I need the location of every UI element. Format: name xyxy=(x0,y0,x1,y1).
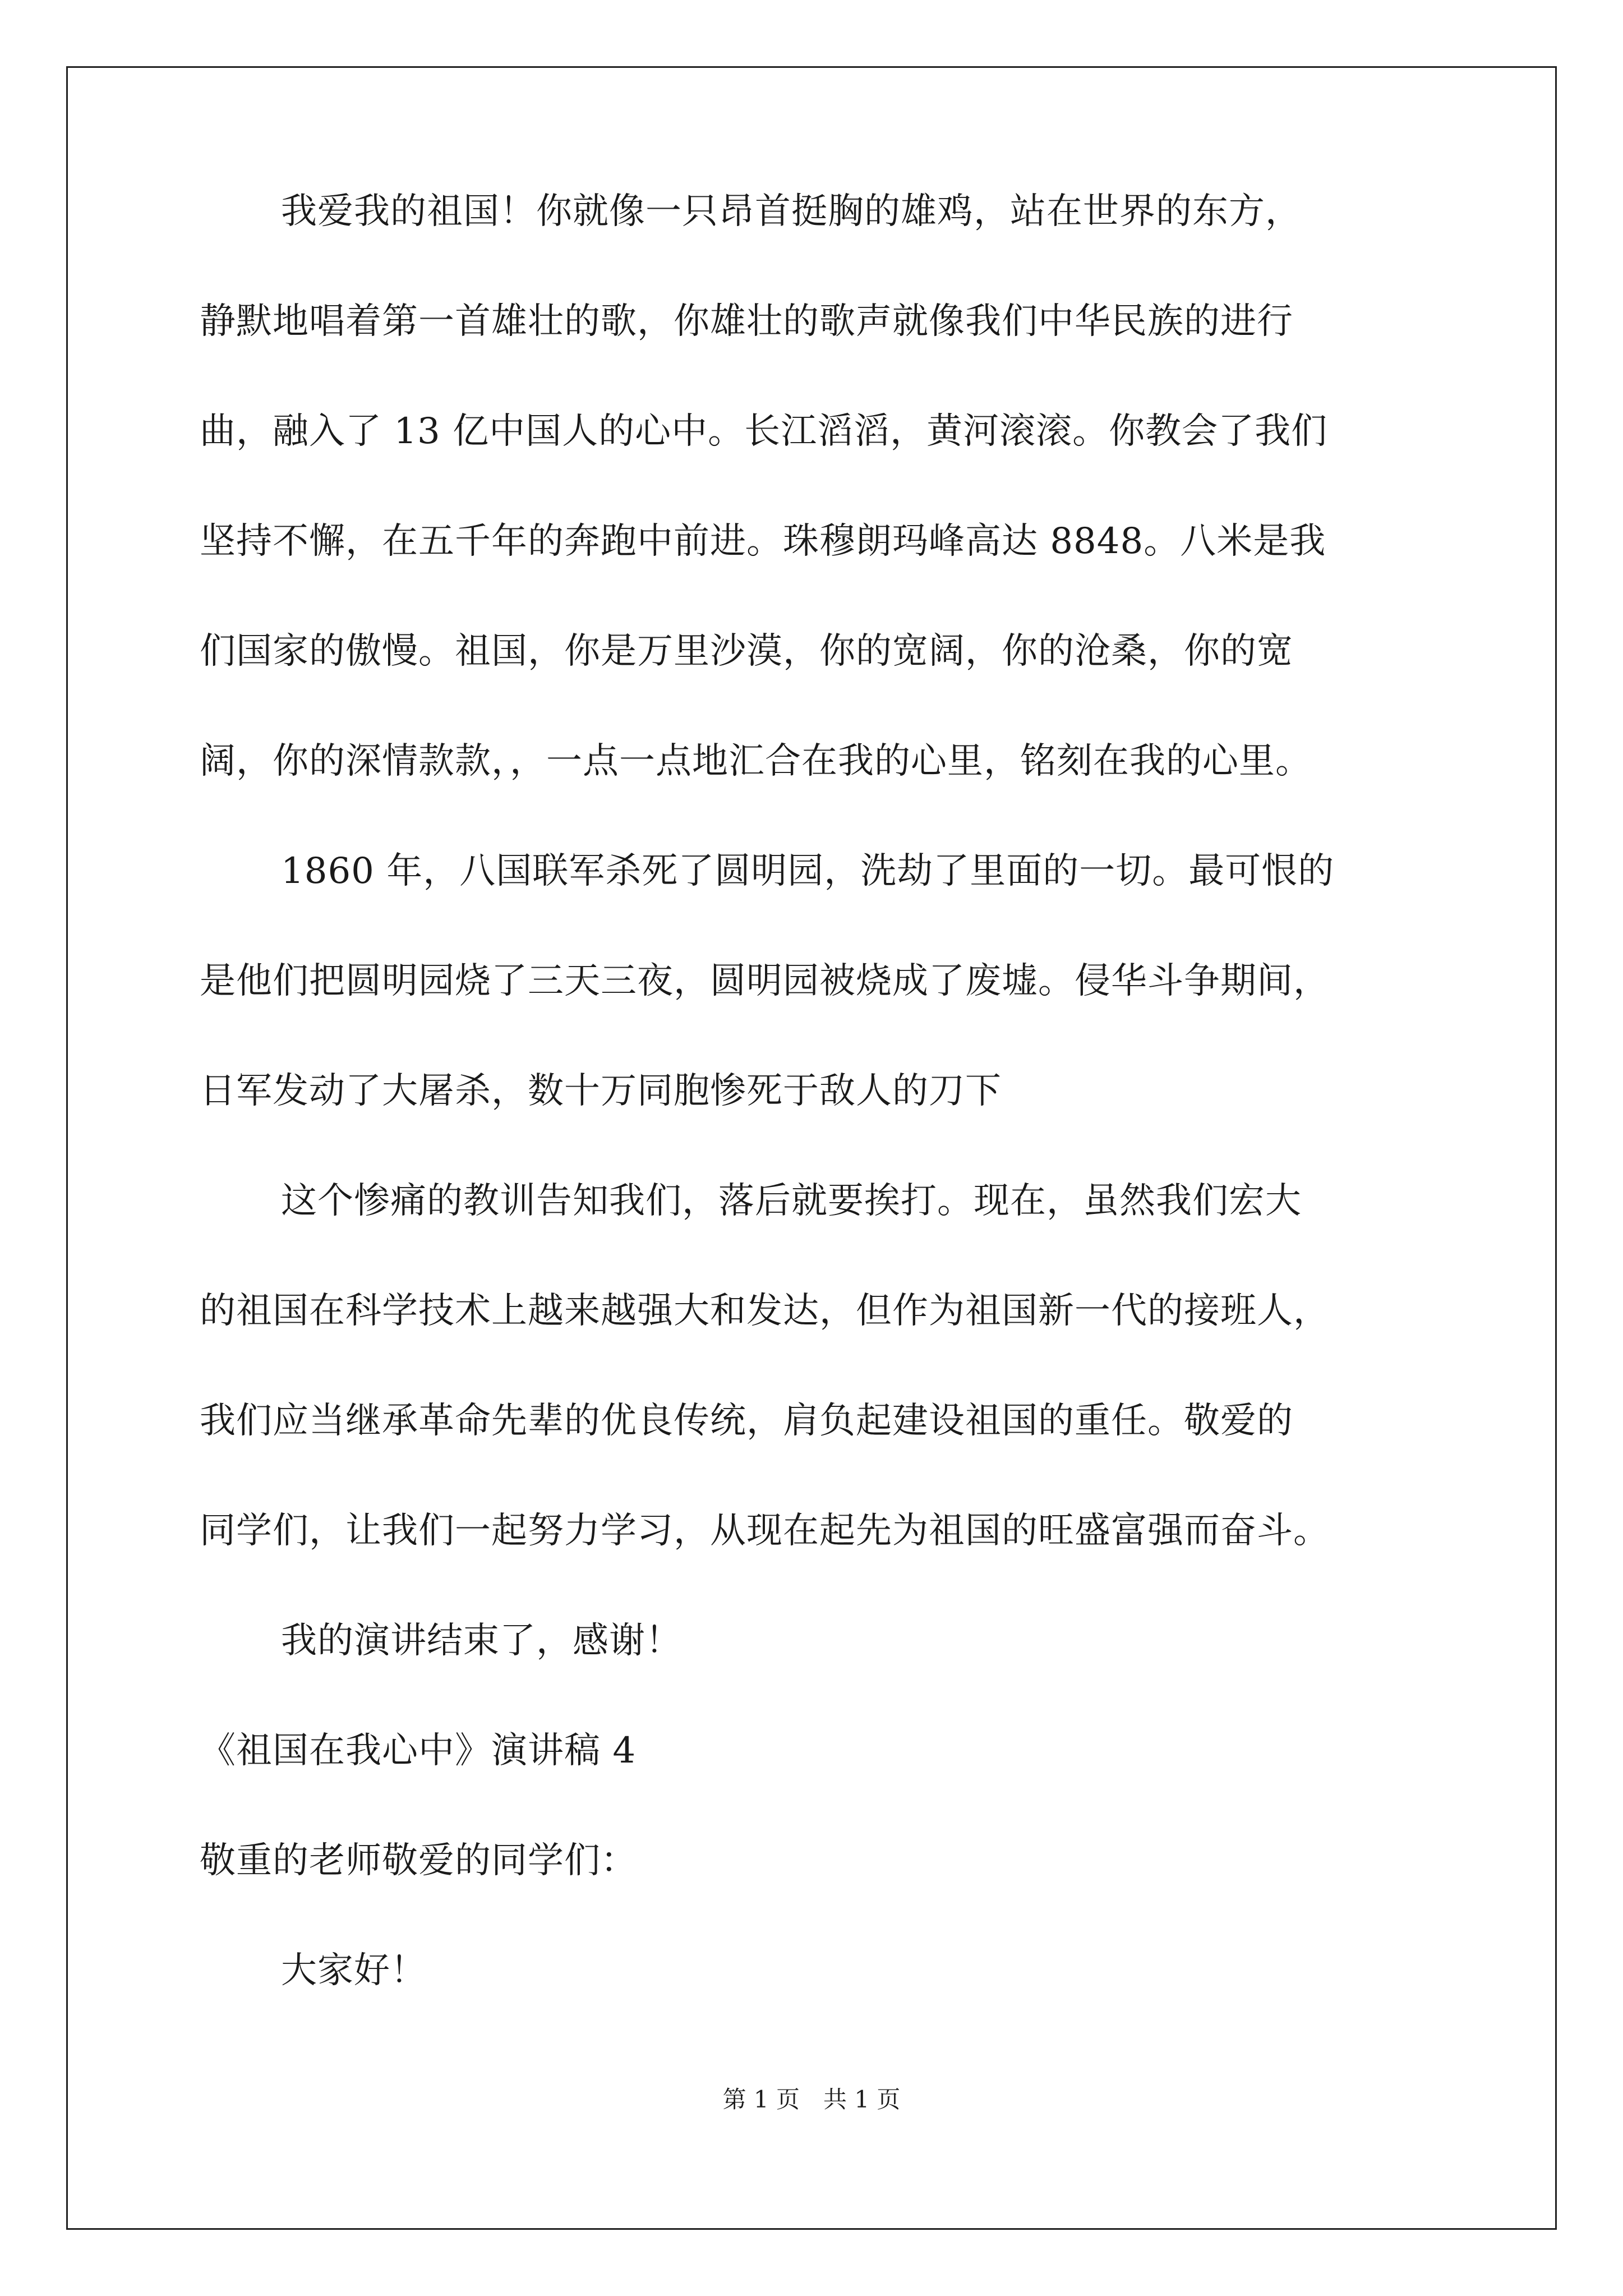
paragraph-1-line-1: 我爱我的祖国！你就像一只昂首挺胸的雄鸡，站在世界的东方， xyxy=(281,191,1302,232)
paragraph-1-line-6: 阔，你的深情款款，，一点一点地汇合在我的心里，铭刻在我的心里。 xyxy=(200,740,1312,782)
paragraph-2-line-2: 是他们把圆明园烧了三天三夜，圆明园被烧成了废墟。侵华斗争期间， xyxy=(200,960,1330,1002)
paragraph-3-line-4: 同学们，让我们一起努力学习，从现在起先为祖国的旺盛富强而奋斗。 xyxy=(200,1510,1330,1552)
paragraph-2-line-3: 日军发动了大屠杀，数十万同胞惨死于敌人的刀下 xyxy=(200,1070,1002,1112)
document-body xyxy=(200,191,1433,2063)
speech-title: 《祖国在我心中》演讲稿 4 xyxy=(200,1730,637,1772)
paragraph-3-line-2: 的祖国在科学技术上越来越强大和发达，但作为祖国新一代的接班人， xyxy=(200,1290,1330,1332)
paragraph-1-line-4: 坚持不懈，在五千年的奔跑中前进。珠穆朗玛峰高达 8848。八米是我 xyxy=(200,521,1326,562)
paragraph-1-line-2: 静默地唱着第一首雄壮的歌，你雄壮的歌声就像我们中华民族的进行 xyxy=(200,301,1293,342)
paragraph-2-line-1: 1860 年，八国联军杀死了圆明园，洗劫了里面的一切。最可恨的 xyxy=(281,850,1335,892)
greeting: 大家好！ xyxy=(281,1950,427,1991)
salutation: 敬重的老师敬爱的同学们： xyxy=(200,1840,637,1881)
paragraph-1-line-5: 们国家的傲慢。祖国，你是万里沙漠，你的宽阔，你的沧桑，你的宽 xyxy=(200,631,1293,672)
closing-line: 我的演讲结束了，感谢！ xyxy=(281,1620,682,1662)
paragraph-1-line-3: 曲，融入了 13 亿中国人的心中。长江滔滔，黄河滚滚。你教会了我们 xyxy=(200,411,1328,452)
paragraph-3-line-1: 这个惨痛的教训告知我们，落后就要挨打。现在，虽然我们宏大 xyxy=(281,1180,1302,1222)
paragraph-3-line-3: 我们应当继承革命先辈的优良传统，肩负起建设祖国的重任。敬爱的 xyxy=(200,1400,1293,1442)
page-number-footer: 第 1 页 共 1 页 xyxy=(722,2086,901,2113)
